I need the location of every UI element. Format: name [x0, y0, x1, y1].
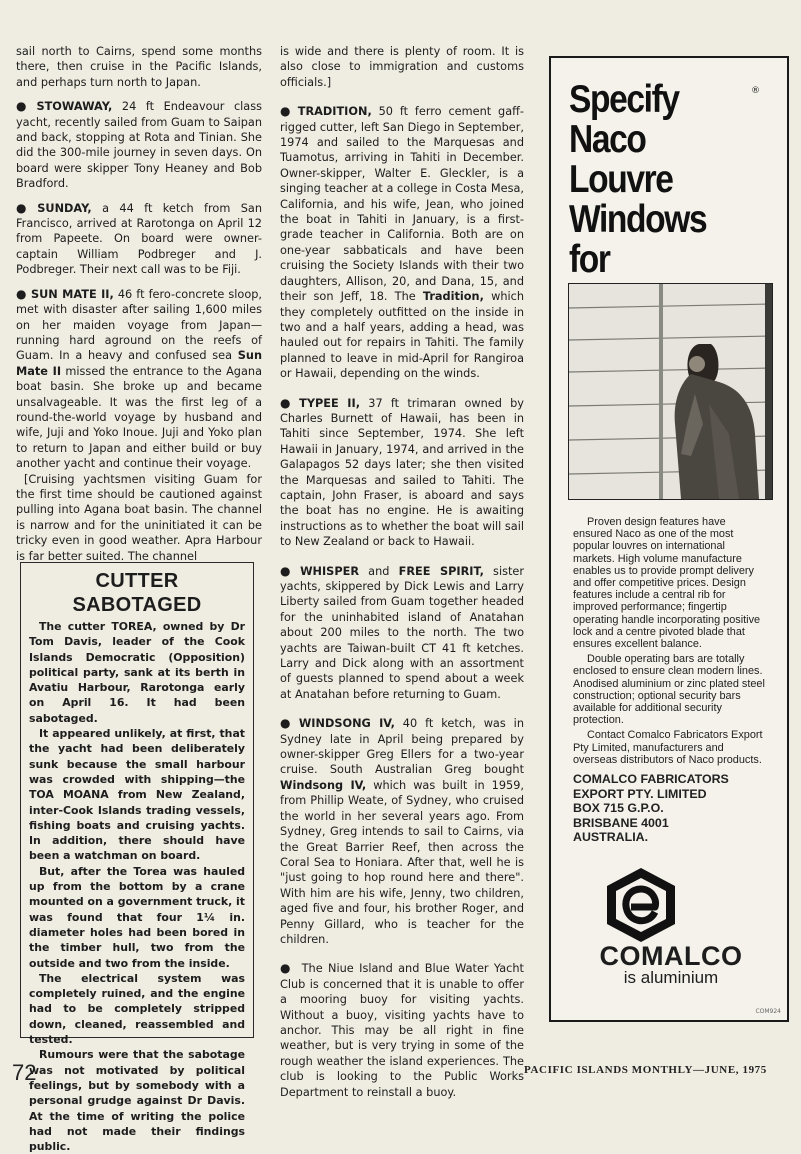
item-sunday [16, 201, 262, 278]
item-text: and [359, 564, 399, 578]
yacht-name: Tradition, [422, 290, 484, 304]
bullet-icon: ● [16, 99, 33, 114]
item-niue [280, 961, 524, 1100]
yacht-name: Sun Mate II [16, 349, 262, 378]
comalco-logo-icon [603, 866, 679, 944]
box-paragraph: It appeared unlikely, at first, that the yacht had been deliberately sunk because the small harbour was crowded with shipping—the TOA MOANA from New Zealand, inter-Cook Islands trading vessels, fishing boats and cruising yachts. In addition, there should have been a watchman on board. [29, 727, 245, 863]
yacht-name: TYPEE II, [299, 396, 361, 410]
bullet-icon: ● [16, 200, 34, 215]
column-left [16, 44, 262, 573]
item-stowaway [16, 99, 262, 191]
item-sun-mate [16, 287, 262, 472]
bullet-icon: ● [16, 286, 27, 301]
address-line: BOX 715 G.P.O. [573, 801, 664, 816]
registered-mark: ® [751, 86, 760, 96]
item-text: 24 ft Endeavour class yacht, recently sailed from Guam to Saipan and back, stopping at Rota and Tinian. She did the 300-mile journey in seven days. On board were skipper Tony Heaney and Bob Bradford. [16, 100, 262, 191]
item-text: 50 ft ferro cement gaff-rigged cutter, left San Diego in September, 1974 and sailed to the Marquesas and Tuamotus, arriving in Tahiti in December. Owner-skipper, Walter E. Gleckler, is a singing teacher at a college in Costa Mesa, California, and his wife, Jean, who joined the boat in Tahiti in January, is a first-grade teacher in California. Both are on one-year sabbaticals and have been cruising the Society Islands with their two daughters, Allison, 20, and Dana, 15, and their son Jeff, 18. The [280, 105, 524, 304]
yacht-name: FREE SPIRIT, [398, 564, 484, 578]
yacht-name: SUN MATE II, [30, 287, 114, 301]
item-typee [280, 396, 524, 550]
yacht-name: Windsong IV, [280, 778, 367, 792]
yacht-name: TRADITION, [297, 105, 372, 119]
bullet-icon: ● [280, 395, 296, 410]
ad-paragraph: Double operating bars are totally enclosed to ensure clean modern lines. Anodised aluminium or zinc plated steel construction; optional security bars available for additional security protection. [573, 653, 765, 727]
item-tradition [280, 104, 524, 381]
item-text: sister yachts, skippered by Dick Lewis and Larry Liberty sailed from Guam together headed for the uninhabited island of Anatahan about 200 miles to the north. The two yachts are Taiwan-built CT 41 ft ketches. Larry and Dick along with an assortment of guests planned to spend about a week at Anatahan before returning to Guam. [280, 564, 524, 701]
column-middle [280, 44, 524, 1109]
item-windsong [280, 716, 524, 947]
address-line: COMALCO FABRICATORS [573, 772, 729, 787]
address-line: BRISBANE 4001 [573, 815, 669, 830]
ad-address [573, 772, 767, 845]
ad-body-copy [573, 516, 767, 845]
box-paragraph: The cutter TOREA, owned by Dr Tom Davis, leader of the Cook Islands Democratic (Opposition) political party, sank at its berth in Avatiu Harbour, Rarotonga early on April 16. It had been sabotaged. [29, 620, 245, 725]
article-continuation: sail north to Cairns, spend some months there, then cruise in the Pacific Islands, and perhaps turn north to Japan. [16, 45, 262, 89]
ad-brand-name: COMALCO [599, 941, 743, 971]
naco-advertisement [549, 56, 789, 1022]
page-number: 72 [12, 1060, 37, 1085]
bullet-icon: ● [280, 563, 297, 578]
ad-photo-woman-at-window [568, 283, 773, 500]
item-text: which was built in 1959, from Phillip Weate, of Sydney, who cruised the world in her several years ago. From Sydney, Greg intends to sail to Cairns, via the Great Barrier Reef, then across the Coral Sea to Honiara. After that, well he is "just going to hop round here and there". With him are his wife, Jenny, two children, aged five and four, his brother Roger, and Penny Gillard, who is teacher for the children. [280, 778, 524, 946]
address-line: AUSTRALIA. [573, 830, 649, 845]
address-line: EXPORT PTY. LIMITED [573, 786, 707, 801]
ad-paragraph: Proven design features have ensured Naco as one of the most popular louvres on international markets. High volume manufacture enables us to provide prompt delivery and offer competitive prices. Design features include a central rib for improved performance; fingertip operating handle incorporating positive lock and a centre pivoted blade that ensures excellent balance. [573, 516, 761, 651]
item-whisper [280, 564, 524, 703]
item-text: 40 ft ketch, was in Sydney late in April being prepared by owner-skipper Greg Ellers for a two-year cruise. South Australian Greg bought [280, 717, 524, 777]
photo-illustration [569, 284, 772, 499]
box-title: CUTTER SABOTAGED [72, 570, 202, 616]
yacht-name: SUNDAY, [37, 201, 92, 215]
running-footer: PACIFIC ISLANDS MONTHLY—JUNE, 1975 [524, 1064, 767, 1076]
bullet-icon: ● [280, 104, 294, 119]
ad-tagline: is aluminium [623, 968, 719, 987]
box-paragraph: Rumours were that the sabotage was not motivated by political feelings, but by somebody with a personal grudge against Dr Davis. At the time of writing the police had not made their findings public. [29, 1048, 245, 1154]
item-text: 37 ft trimaran owned by Charles Burnett of Hawaii, has been in Tahiti since September, 1974. She left Hawaii in January, 1974, and arrived in the Galapagos 52 days later; she then visited the Marquesas and sailed to Tahiti. The captain, John Fraser, is aboard and says the boat has no engine. He is awaiting instructions as to whether the boat will sail to New Zealand or back to Hawaii. [280, 396, 524, 549]
ad-headline: Specify Naco Louvre Windows for [569, 78, 707, 281]
yacht-name: WHISPER [300, 564, 360, 578]
editor-note-end: is wide and there is plenty of room. It is also close to immigration and customs officials.] [280, 45, 524, 89]
ad-paragraph: Contact Comalco Fabricators Export Pty Limited, manufacturers and overseas distributors of Naco products. [573, 729, 763, 766]
item-text: 46 ft fero-concrete sloop, met with disaster after sailing 1,600 miles on her maiden voyage from Japan—running hard aground on the reefs of Guam. In a heavy and confused sea [16, 287, 262, 363]
item-text: which they completely outfitted on the inside in two and a half years, adding a head, was hauled out for repairs in Tahiti. The family planned to leave in mid-April for Rangiroa or Hawaii, depending on the winds. [280, 290, 524, 381]
box-paragraph: But, after the Torea was hauled up from the bottom by a crane mounted on a government truck, it was found that four 1¼ in. diameter holes had been bored in the timber hull, two from the outside and two from the inside. [29, 864, 245, 970]
editor-note: [Cruising yachtsmen visiting Guam for the first time should be cautioned against pulling into Agana boat basin. The channel is narrow and for the uninitiated it can be tricky even in good weather. Apra Harbour is far better suited. The channel [16, 472, 262, 563]
box-paragraph: The electrical system was completely ruined, and the engine had to be completely stripped down, cleaned, reassembled and tested. [29, 971, 245, 1047]
yacht-name: WINDSONG IV, [298, 717, 395, 731]
item-text: missed the entrance to the Agana boat basin. She broke up and became unsalvageable. It was the first leg of a round-the-world voyage by husband and wife, Juji and Yoko Inoue. Juji and Yoko plan to return to Japan and either build or buy another yacht and continue their voyage. [16, 364, 262, 471]
bullet-icon: ● [280, 716, 295, 731]
item-text: The Niue Island and Blue Water Yacht Club is concerned that it is unable to offer a mooring buoy for visiting yachts. Without a buoy, visiting yachts have to anchor. This may be all right in fine weather, but is very trying in some of the rough weather the island experiences. The club is looking to the Public Works Department to reinstall a buoy. [280, 962, 524, 1099]
yacht-name: STOWAWAY, [36, 100, 113, 114]
ad-code: COM924 [755, 1008, 781, 1015]
bullet-icon: ● [280, 961, 293, 976]
item-text: a 44 ft ketch from San Francisco, arrived at Rarotonga on April 12 from Papeete. On board were owner-captain William Podbreger and J. Podbreger. Their next call was to be Fiji. [16, 201, 262, 277]
